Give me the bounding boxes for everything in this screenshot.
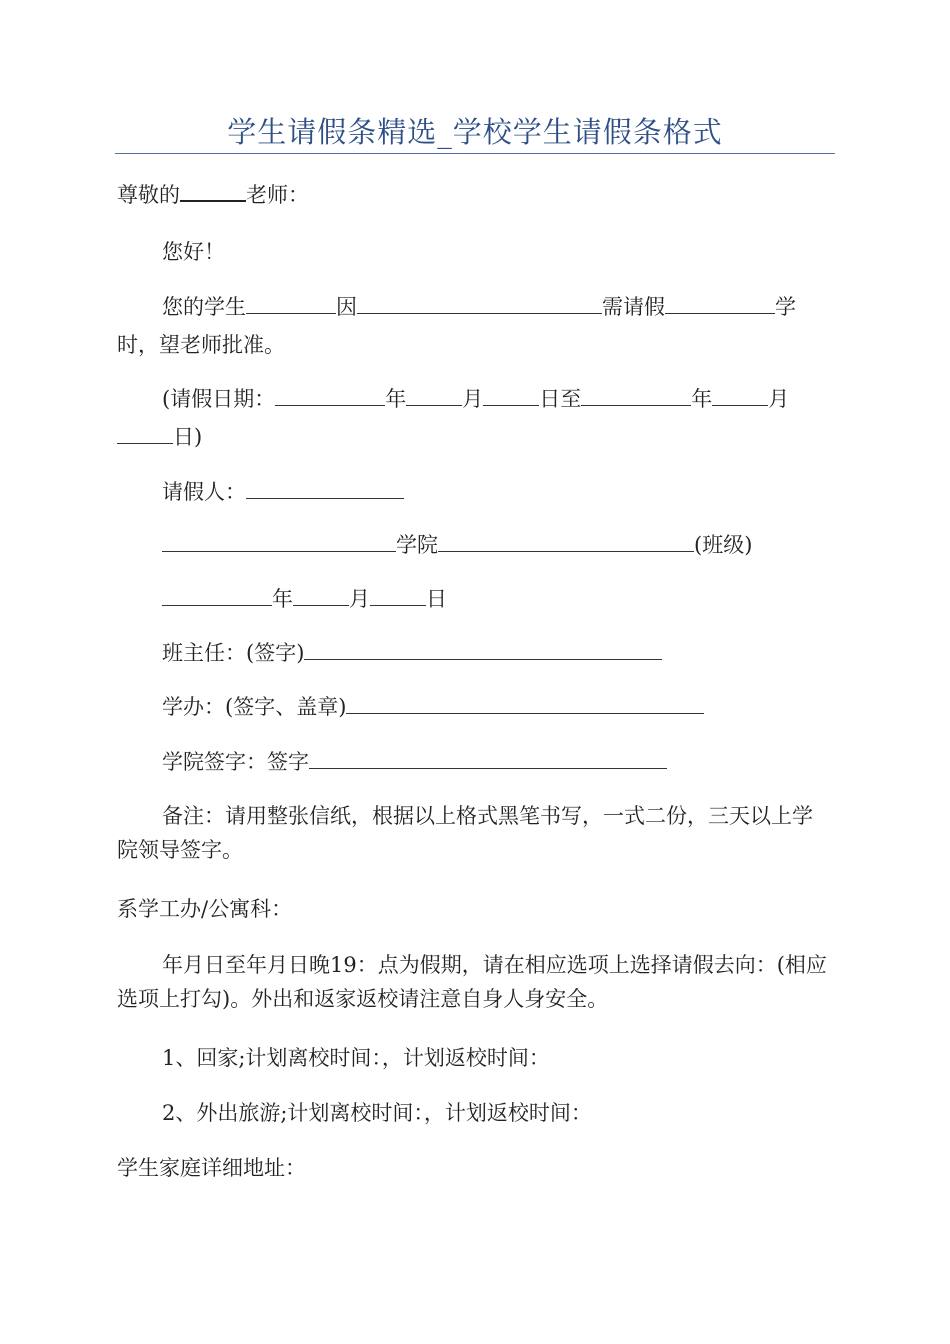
start-year-label: 年 — [385, 387, 407, 411]
note-paragraph: 备注：请用整张信纸，根据以上格式黑笔书写，一式二份，三天以上学院领导签字。 — [117, 804, 813, 862]
head-teacher-line — [162, 636, 662, 670]
date-month-label: 月 — [349, 587, 370, 611]
date-year-blank — [162, 604, 272, 606]
greeting: 您好！ — [162, 240, 225, 264]
teacher-name-blank — [180, 199, 246, 202]
college-sign-label: 学院签字：签字 — [162, 750, 309, 774]
end-day-label: 日) — [173, 425, 203, 449]
date-line — [162, 582, 447, 616]
request-text-3: 需请假 — [602, 295, 665, 319]
date-year-label: 年 — [272, 587, 293, 611]
college-sign-line — [162, 745, 667, 779]
end-month-label: 月 — [768, 387, 790, 411]
salutation-suffix: 老师： — [246, 183, 309, 207]
start-year-blank — [275, 404, 385, 406]
document-title: 学生请假条精选_学校学生请假条格式 — [227, 115, 723, 149]
date-month-blank — [293, 604, 349, 606]
start-day-blank — [483, 404, 539, 406]
college-blank — [162, 550, 396, 552]
start-month-label: 月 — [462, 387, 484, 411]
office-label: 学办：(签字、盖章) — [162, 695, 347, 719]
date-day-blank — [370, 604, 426, 606]
department-heading: 系学工办/公寓科： — [117, 897, 293, 921]
class-label: (班级) — [694, 533, 753, 557]
date-range-open: (请假日期： — [162, 387, 276, 411]
college-signature-blank — [309, 767, 667, 769]
request-text-1: 您的学生 — [162, 295, 246, 319]
address-label: 学生家庭详细地址： — [117, 1156, 306, 1180]
option-home: 1、回家;计划离校时间：，计划返校时间： — [162, 1046, 550, 1070]
start-day-label: 日至 — [539, 387, 582, 411]
option-travel: 2、外出旅游;计划离校时间：，计划返校时间： — [162, 1101, 592, 1125]
holiday-notice-paragraph: 年月日至年月日晚19：点为假期，请在相应选项上选择请假去向：(相应选项上打勾)。外出和返家返校请注意自身人身安全。 — [117, 953, 827, 1011]
request-line-end: 时，望老师批准。 — [117, 333, 285, 357]
request-text-4: 学 — [775, 295, 796, 319]
request-line — [162, 290, 796, 324]
office-line — [162, 690, 704, 724]
end-day-blank — [117, 442, 173, 444]
applicant-blank — [246, 497, 404, 499]
college-label: 学院 — [396, 533, 438, 557]
end-year-blank — [581, 404, 691, 406]
start-month-blank — [406, 404, 462, 406]
applicant-label: 请假人： — [162, 480, 246, 504]
applicant-line — [162, 475, 404, 509]
class-blank — [438, 550, 694, 552]
head-teacher-label: 班主任：(签字) — [162, 641, 305, 665]
office-signature-blank — [346, 712, 704, 714]
head-teacher-signature-blank — [304, 658, 662, 660]
date-day-label: 日 — [426, 587, 447, 611]
salutation-prefix: 尊敬的 — [117, 183, 180, 207]
reason-blank — [357, 312, 602, 314]
salutation — [117, 178, 309, 212]
college-line — [162, 528, 752, 562]
request-text-2: 因 — [336, 295, 357, 319]
end-year-label: 年 — [691, 387, 713, 411]
date-range-line — [162, 382, 789, 416]
duration-blank — [665, 312, 775, 314]
date-range-line-end — [117, 420, 202, 454]
end-month-blank — [712, 404, 768, 406]
title-divider — [115, 153, 835, 154]
student-name-blank — [246, 312, 336, 314]
